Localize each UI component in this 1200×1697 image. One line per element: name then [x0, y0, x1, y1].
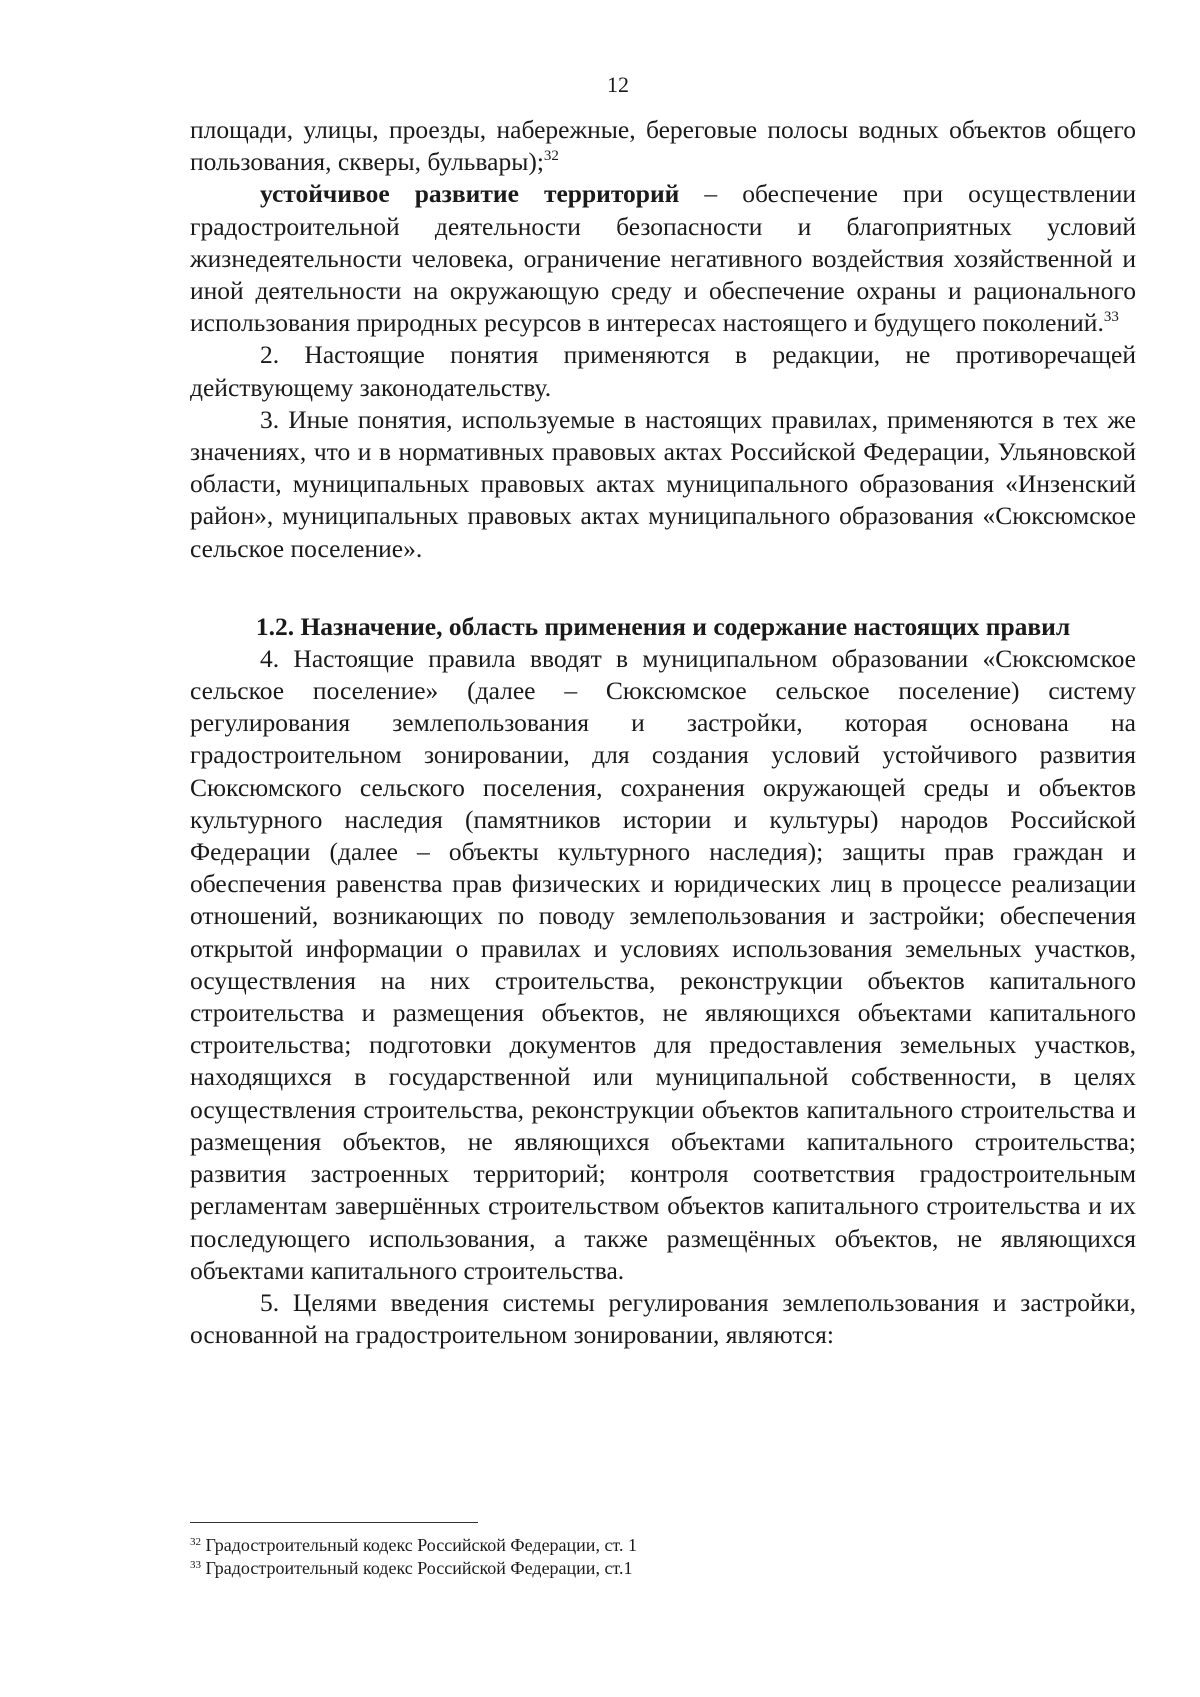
- page-number: 12: [607, 72, 629, 97]
- footnote-number: 33: [190, 1559, 201, 1571]
- footnote-text: Градостроительный кодекс Российской Федерации, ст. 1: [201, 1535, 637, 1555]
- document-body: [190, 114, 1136, 1351]
- definition-paragraph: [190, 178, 1136, 339]
- footnote-number: 32: [190, 1536, 201, 1548]
- defined-term: устойчивое развитие территорий: [260, 179, 680, 209]
- footnote: [190, 1534, 1090, 1557]
- footnote-divider: [190, 1522, 478, 1523]
- footnotes: [190, 1534, 1090, 1580]
- paragraph-item-2: 2. Настоящие понятия применяются в редакции, не противоречащей действующему законодательству.: [190, 340, 1136, 402]
- footnote-ref: 32: [543, 148, 559, 165]
- footnote-text: Градостроительный кодекс Российской Федерации, ст.1: [201, 1558, 633, 1578]
- paragraph-item-4: 4. Настоящие правила вводят в муниципальном образовании «Сюксюмское сельское поселение» (далее – Сюксюмское сельское поселение) систему регулирования землепользования и застройки, которая основана на градостроительном зонировании, для создания условий устойчивого развития Сюксюмского сельского поселения, сохранения окружающей среды и объектов культурного наследия (памятников истории и культуры) народов Российской Федерации (далее – объекты культурного наследия); защиты прав граждан и обеспечения равенства прав физических и юридических лиц в процессе реализации отношений, возникающих по поводу землепользования и застройки; обеспечения открытой информации о правилах и условиях использования земельных участков, осуществления на них строительства, реконструкции объектов капитального строительства и размещения объектов, не являющихся объектами капитального строительства; подготовки документов для предоставления земельных участков, находящихся в государственной или муниципальной собственности, в целях осуществления строительства, реконструкции объектов капитального строительства и размещения объектов, не являющихся объектами капитального строительства; развития застроенных территорий; контроля соответствия градостроительным регламентам завершённых строительством объектов капитального строительства и их последующего использования, а также размещённых объектов, не являющихся объектами капитального строительства.: [190, 643, 1136, 1285]
- paragraph-item-5: 5. Целями введения системы регулирования землепользования и застройки, основанной на градостроительном зонировании, являются:: [190, 1287, 1136, 1350]
- paragraph-item-3: 3. Иные понятия, используемые в настоящих правилах, применяются в тех же значениях, что и в нормативных правовых актах Российской Федерации, Ульяновской области, муниципальных правовых актах муниципального образования «Инзенский район», муниципальных правовых актах муниципального образования «Сюксюмское сельское поселение».: [190, 404, 1136, 563]
- definition-text: – обеспечение при осуществлении градостроительной деятельности безопасности и благоприятных условий жизнедеятельности человека, ограничение негативного воздействия хозяйственной и иной деятельности на окружающую среду и обеспечение охраны и рационального использования природных ресурсов в интересах настоящего и будущего поколений.: [190, 179, 1136, 338]
- paragraph-text: площади, улицы, проезды, набережные, береговые полосы водных объектов общего пользования, скверы, бульвары);: [190, 115, 1136, 177]
- paragraph-continuation: [190, 114, 1136, 178]
- section-heading: 1.2. Назначение, область применения и содержание настоящих правил: [255, 611, 1071, 641]
- footnote: [190, 1557, 1090, 1580]
- footnote-ref: 33: [1103, 309, 1119, 326]
